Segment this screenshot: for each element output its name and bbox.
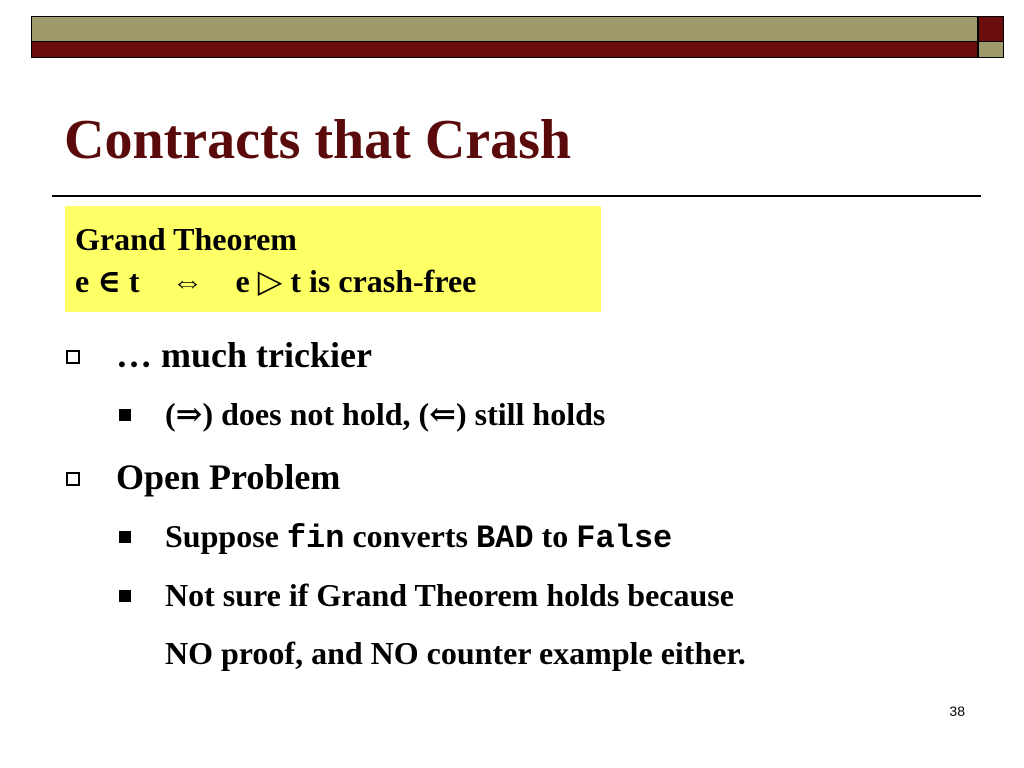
bullet-item [66, 333, 372, 377]
theorem-statement [75, 260, 591, 302]
text-fragment: to [533, 518, 577, 554]
sub-bullet-text: Not sure if Grand Theorem holds because [165, 577, 734, 613]
sub-bullet-text: (⇒) does not hold, (⇐) still holds [165, 396, 606, 432]
sub-bullet-continuation: NO proof, and NO counter example either. [165, 635, 746, 671]
solid-square-bullet-icon [119, 531, 131, 543]
iff-symbol: ⇔ [171, 263, 204, 299]
text-fragment: Suppose [165, 518, 287, 554]
theorem-lhs: e ∈ t [75, 263, 140, 299]
corner-square-maroon [978, 16, 1004, 42]
sub-bullet-item [119, 516, 672, 559]
solid-square-bullet-icon [119, 409, 131, 421]
header-band-olive [31, 16, 978, 42]
text-fragment: converts [344, 518, 476, 554]
hollow-square-bullet-icon [66, 350, 80, 364]
page-number: 38 [949, 703, 965, 719]
theorem-rhs: e ▷ t is crash-free [235, 263, 477, 299]
sub-bullet-item [119, 394, 605, 434]
bullet-text: … much trickier [116, 335, 372, 375]
header-band-maroon [31, 41, 978, 58]
hollow-square-bullet-icon [66, 472, 80, 486]
corner-square-olive [978, 41, 1004, 58]
code-bad: BAD [475, 520, 534, 557]
bullet-item [66, 455, 340, 499]
slide-title: Contracts that Crash [64, 109, 572, 171]
title-divider [52, 195, 981, 197]
code-fin: fin [286, 520, 345, 557]
code-false: False [576, 520, 673, 557]
theorem-heading: Grand Theorem [75, 221, 297, 257]
theorem-box [65, 206, 601, 312]
sub-bullet-text [165, 518, 673, 557]
solid-square-bullet-icon [119, 590, 131, 602]
bullet-text: Open Problem [116, 457, 341, 497]
sub-bullet-item [119, 575, 734, 615]
